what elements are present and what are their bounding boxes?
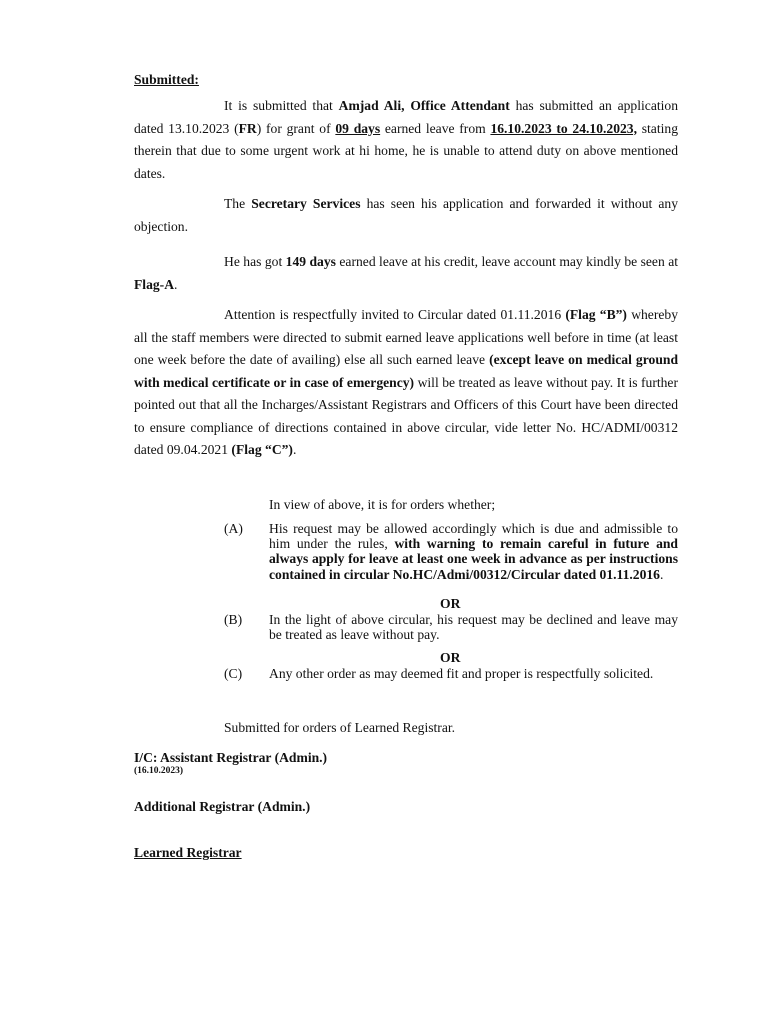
p1-text: has submitted an application dated 13.10.2023 ( (134, 98, 678, 136)
or-separator: OR (440, 596, 461, 611)
p4-exception: (except leave on medical ground with medical certificate or in case of emergency) (134, 352, 678, 390)
p4-text: . (292, 442, 297, 457)
p2-text: has seen his application and forwarded it without any objection. (134, 196, 678, 234)
paragraph-leave-credit (134, 251, 678, 296)
signatory-assistant-registrar: I/C: Assistant Registrar (Admin.) (134, 750, 328, 765)
p1-fr: FR (238, 120, 257, 136)
p1-text: stating therein that due to some urgent work at hi home, he is unable to attend duty on above mentioned dates. (134, 120, 678, 181)
p1-text: earned leave from (380, 120, 491, 136)
or-separator: OR (440, 650, 461, 665)
p4-text: Attention is respectfully invited to Circular dated 01.11.2016 (224, 307, 566, 322)
paragraph-application (134, 95, 678, 185)
p3-text: . (174, 276, 178, 292)
paragraph-circular (134, 304, 678, 462)
signatory-date: (16.10.2023) (134, 766, 184, 776)
p4-text: will be treated as leave without pay. It is further pointed out that all the Incharges/Assistant Registrars and Officers of this Court have been directed to ensure compliance of directions contained in above circular, vide letter No. HC/ADMI/00312 dated 09.04.2021 (134, 374, 678, 457)
signatory-learned-registrar: Learned Registrar (134, 845, 242, 860)
option-a-bold: with warning to remain careful in future and always apply for leave at least one week in advance as per instructions contained in circular No.HC/Admi/00312/Circular dated 01.11.2016 (269, 536, 678, 582)
p4-text: whereby all the staff members were directed to submit earned leave applications well before in time (at least one week before the date of availing) else all such earned leave (134, 307, 678, 367)
option-a-text (269, 521, 678, 582)
p1-text: ) for grant of (256, 120, 336, 136)
p2-text: The (224, 196, 252, 211)
p4-flag-c: (Flag “C”) (231, 442, 293, 457)
option-c-text: Any other order as may deemed fit and proper is respectfully solicited. (269, 666, 654, 681)
signatory-additional-registrar: Additional Registrar (Admin.) (134, 799, 311, 814)
heading-submitted: Submitted: (134, 72, 199, 87)
p4-flag-b: (Flag “B”) (565, 307, 627, 322)
p1-days: 09 days (335, 120, 381, 136)
p1-name: Amjad Ali, Office Attendant (338, 98, 510, 113)
p3-flag: Flag-A (134, 276, 175, 292)
orders-intro: In view of above, it is for orders whether; (269, 497, 496, 512)
p1-dates: 16.10.2023 to 24.10.2023, (490, 120, 637, 136)
p3-days: 149 days (285, 254, 336, 269)
option-a-plain: His request may be allowed accordingly which is due and admissible to him under the rules, (269, 521, 678, 552)
option-a-plain: . (659, 566, 664, 582)
option-b-text: In the light of above circular, his request may be declined and leave may be treated as leave without pay. (269, 612, 678, 643)
p3-text: earned leave at his credit, leave account may kindly be seen at (335, 254, 679, 269)
paragraph-secretary (134, 193, 678, 238)
option-a-label: (A) (224, 521, 243, 536)
p2-secretary: Secretary Services (251, 196, 361, 211)
closing-line: Submitted for orders of Learned Registrar. (224, 720, 456, 735)
p3-text: He has got (224, 254, 286, 269)
option-c-label: (C) (224, 666, 243, 681)
option-b-label: (B) (224, 612, 243, 627)
p1-text: It is submitted that (224, 98, 339, 113)
